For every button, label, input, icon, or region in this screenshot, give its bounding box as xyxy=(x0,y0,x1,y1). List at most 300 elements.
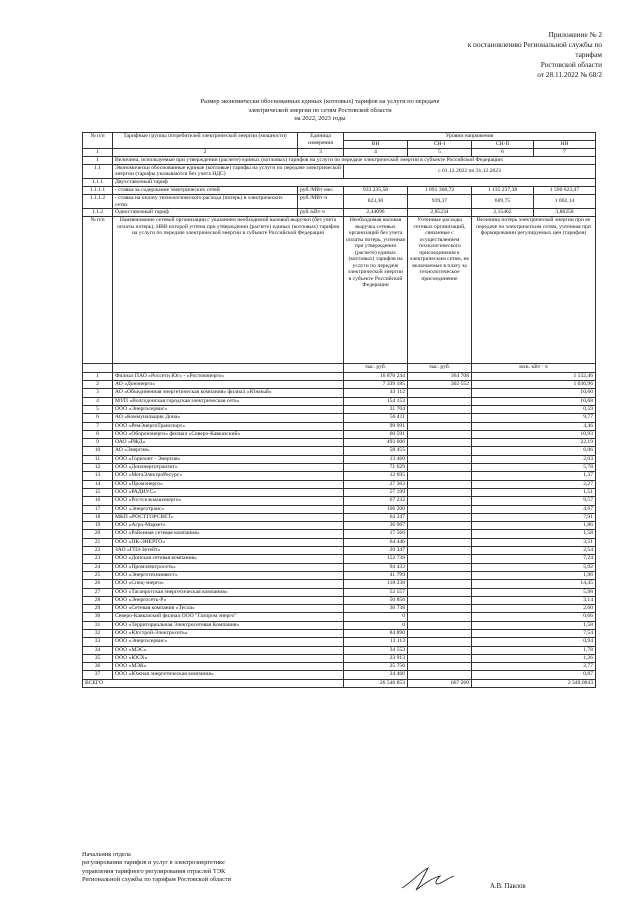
org-name: ООО «Донская сетевая компания» xyxy=(113,555,344,563)
total-nvv: 26 546 853 xyxy=(344,679,408,687)
org-row xyxy=(83,638,596,646)
org-expenses xyxy=(408,613,472,621)
appendix-line: к постановлению Региональной службы по xyxy=(467,40,602,49)
org-nvv: 154 153 xyxy=(344,397,408,405)
org-header-losses: Величина потерь электрической энергии при ее передаче по электрическим сетям, учтенная при формировании регулируемых цен (тарифов) xyxy=(472,217,596,364)
org-num: 4 xyxy=(83,397,113,405)
level-vn: ВН xyxy=(344,140,408,148)
unit-losses: млн. кВт · ч xyxy=(472,364,596,372)
org-row xyxy=(83,414,596,422)
org-name: ООО «Агро-Маркет» xyxy=(113,522,344,530)
org-losses: 9,57 xyxy=(472,497,596,505)
org-nvv: 0 xyxy=(344,621,408,629)
org-nvv: 31 704 xyxy=(344,405,408,413)
handwritten-signature xyxy=(398,864,458,894)
rate-value: 3,88250 xyxy=(534,209,596,217)
rate-name: Одноставочный тариф xyxy=(113,209,298,217)
rate-value: 2,15462 xyxy=(472,209,534,217)
org-num: 16 xyxy=(83,497,113,505)
org-expenses xyxy=(408,480,472,488)
org-expenses xyxy=(408,588,472,596)
org-header-num: № п/п xyxy=(83,217,113,364)
org-losses: 1,78 xyxy=(472,646,596,654)
signature-block xyxy=(82,851,231,884)
col-number: 1 xyxy=(83,148,113,156)
org-num: 24 xyxy=(83,563,113,571)
appendix-line: Приложение № 2 xyxy=(548,30,602,39)
org-row xyxy=(83,571,596,579)
org-losses: 0,87 xyxy=(472,671,596,679)
header-voltage: Уровни напряжения xyxy=(344,133,596,141)
org-row xyxy=(83,405,596,413)
appendix-block xyxy=(402,30,602,80)
org-losses: 1,37 xyxy=(472,472,596,480)
org-name: ООО «Спец-энерго» xyxy=(113,580,344,588)
org-row xyxy=(83,629,596,637)
org-num: 21 xyxy=(83,538,113,546)
org-losses: 1 132,46 xyxy=(472,372,596,380)
org-expenses xyxy=(408,580,472,588)
org-losses: 22,19 xyxy=(472,439,596,447)
org-row xyxy=(83,455,596,463)
title-line: электрической энергии по сетям Ростовской области xyxy=(248,106,392,114)
org-expenses xyxy=(408,654,472,662)
org-num: 29 xyxy=(83,605,113,613)
org-expenses xyxy=(408,621,472,629)
section-1-1-row xyxy=(83,164,596,178)
org-nvv: 7 339 185 xyxy=(344,381,408,389)
org-nvv: 106 200 xyxy=(344,505,408,513)
org-name: ООО «Горизонт - Энергия» xyxy=(113,455,344,463)
org-expenses xyxy=(408,472,472,480)
org-row xyxy=(83,621,596,629)
org-num: 20 xyxy=(83,530,113,538)
section-text: Двухставочный тариф xyxy=(113,178,596,186)
org-losses: 4,46 xyxy=(472,422,596,430)
org-nvv: 0 xyxy=(344,613,408,621)
org-losses: 0,66 xyxy=(472,613,596,621)
org-row xyxy=(83,422,596,430)
org-name: ООО «Энерготранс» xyxy=(113,505,344,513)
section-1-row xyxy=(83,157,596,165)
org-num: 1 xyxy=(83,372,113,380)
org-num: 6 xyxy=(83,414,113,422)
org-row xyxy=(83,439,596,447)
org-num: 27 xyxy=(83,588,113,596)
org-name: ООО «МегаЭлектроРесурс» xyxy=(113,472,344,480)
tariff-table xyxy=(82,132,596,688)
rate-row xyxy=(83,195,596,209)
org-nvv: 71 629 xyxy=(344,464,408,472)
org-num: 28 xyxy=(83,596,113,604)
org-expenses xyxy=(408,530,472,538)
org-name: ООО «Энергосервис» xyxy=(113,405,344,413)
org-units-row xyxy=(83,364,596,372)
org-num: 23 xyxy=(83,555,113,563)
org-expenses xyxy=(408,571,472,579)
org-num: 14 xyxy=(83,480,113,488)
org-row xyxy=(83,372,596,380)
org-losses: 10,68 xyxy=(472,397,596,405)
org-row xyxy=(83,397,596,405)
org-nvv: 17 566 xyxy=(344,530,408,538)
col-number: 3 xyxy=(298,148,344,156)
org-num: 22 xyxy=(83,547,113,555)
org-expenses xyxy=(408,513,472,521)
org-name: ООО «РАДИУС» xyxy=(113,488,344,496)
org-expenses xyxy=(408,439,472,447)
org-num: 37 xyxy=(83,671,113,679)
org-losses: 5,98 xyxy=(472,588,596,596)
org-losses: 10,60 xyxy=(472,389,596,397)
org-name: АО «Донэнерго» xyxy=(113,381,344,389)
org-expenses xyxy=(408,646,472,654)
org-expenses xyxy=(408,422,472,430)
org-name: ООО «Южная энергетическая компания» xyxy=(113,671,344,679)
org-losses: 1,86 xyxy=(472,522,596,530)
rate-value: 1 135 237,38 xyxy=(472,186,534,194)
unit-expenses: тыс. руб. xyxy=(408,364,472,372)
appendix-line: от 28.11.2022 № 68/2 xyxy=(537,70,602,79)
org-expenses xyxy=(408,563,472,571)
rate-value: 1 590 623,47 xyxy=(534,186,596,194)
org-name: ООО «Оборонэнерго» филиал «Северо-Кавказский» xyxy=(113,430,344,438)
org-name: ООО «Промэлектросеть» xyxy=(113,563,344,571)
total-label: ВСЕГО xyxy=(83,679,344,687)
org-losses: 7,54 xyxy=(472,629,596,637)
org-name: ООО «МЭК» xyxy=(113,663,344,671)
org-losses: 3,51 xyxy=(472,538,596,546)
rate-value: 2,44096 xyxy=(344,209,408,217)
total-losses: 2 349,0043 xyxy=(472,679,596,687)
org-row xyxy=(83,547,596,555)
org-num: 11 xyxy=(83,455,113,463)
org-nvv: 16 876 244 xyxy=(344,372,408,380)
org-num: 15 xyxy=(83,488,113,496)
org-losses: 1 036,96 xyxy=(472,381,596,389)
signer-position-line: управления тарифного регулирования отраслей ТЭК xyxy=(82,867,226,875)
org-name: АО «Энергия» xyxy=(113,447,344,455)
unit-nvv: тыс. руб. xyxy=(344,364,408,372)
org-num: 35 xyxy=(83,654,113,662)
appendix-line: Ростовской области xyxy=(540,60,602,69)
org-losses: 6,06 xyxy=(472,447,596,455)
rate-unit: руб./кВт·ч xyxy=(298,209,344,217)
org-losses: 5,92 xyxy=(472,563,596,571)
org-nvv: 56 411 xyxy=(344,414,408,422)
org-losses: 1,58 xyxy=(472,621,596,629)
signer-position-line: Региональной службы по тарифам Ростовской области xyxy=(82,875,232,883)
rate-num: 1.1.1.2 xyxy=(83,195,113,209)
org-nvv: 23 913 xyxy=(344,654,408,662)
rate-name: - ставка за содержание электрических сетей xyxy=(113,186,298,194)
org-name: АО «Коммунальщик Дона» xyxy=(113,414,344,422)
rate-value: 609,75 xyxy=(472,195,534,209)
org-losses: 2,03 xyxy=(472,455,596,463)
rate-num: 1.1.1.1 xyxy=(83,186,113,194)
org-nvv: 24 466 xyxy=(344,671,408,679)
org-losses: 4,67 xyxy=(472,505,596,513)
org-name: АО «Объединенная энергетическая компания» филиал «Южный» xyxy=(113,389,344,397)
org-nvv: 34 553 xyxy=(344,646,408,654)
org-num: 18 xyxy=(83,513,113,521)
document-title xyxy=(120,98,520,124)
org-nvv: 52 557 xyxy=(344,588,408,596)
org-nvv: 36 738 xyxy=(344,605,408,613)
org-row xyxy=(83,497,596,505)
org-expenses xyxy=(408,505,472,513)
org-losses: 9,77 xyxy=(472,414,596,422)
org-row xyxy=(83,464,596,472)
org-expenses xyxy=(408,414,472,422)
header-row xyxy=(83,133,596,141)
org-losses: 2,60 xyxy=(472,605,596,613)
org-expenses: 302 552 xyxy=(408,381,472,389)
org-name: ООО «Таганрогская энергетическая компания» xyxy=(113,588,344,596)
org-nvv: 25 756 xyxy=(344,663,408,671)
org-nvv: 43 112 xyxy=(344,389,408,397)
org-header-nvv: Необходимая валовая выручка сетевых организаций без учета оплаты потерь, учтенная при утверждении (расчете) единых (котловых) тарифов на услуги по передаче электрической энергии в субъекте Российской Федерации xyxy=(344,217,408,364)
rate-value: 2,85234 xyxy=(408,209,472,217)
org-nvv: 57 199 xyxy=(344,488,408,496)
org-name: ООО «Ростсельмашэнерго» xyxy=(113,497,344,505)
org-nvv: 64 247 xyxy=(344,513,408,521)
org-nvv: 41 799 xyxy=(344,571,408,579)
col-number: 4 xyxy=(344,148,408,156)
org-row xyxy=(83,563,596,571)
rate-row xyxy=(83,209,596,217)
org-name: ООО «МЭС» xyxy=(113,646,344,654)
org-num: 13 xyxy=(83,472,113,480)
org-row xyxy=(83,430,596,438)
org-expenses xyxy=(408,405,472,413)
org-expenses xyxy=(408,488,472,496)
org-nvv: 50 856 xyxy=(344,596,408,604)
org-losses: 14,45 xyxy=(472,580,596,588)
org-row xyxy=(83,505,596,513)
org-losses: 2,77 xyxy=(472,663,596,671)
org-name: ООО «Донэнерготранзит» xyxy=(113,464,344,472)
org-expenses xyxy=(408,389,472,397)
org-expenses xyxy=(408,430,472,438)
org-name: ООО «Промэнерго» xyxy=(113,480,344,488)
org-losses: 7,91 xyxy=(472,513,596,521)
org-nvv: 99 991 xyxy=(344,422,408,430)
org-header-row xyxy=(83,217,596,364)
total-row xyxy=(83,679,596,687)
org-expenses xyxy=(408,522,472,530)
org-num: 12 xyxy=(83,464,113,472)
org-losses: 2,27 xyxy=(472,480,596,488)
org-nvv: 36 967 xyxy=(344,522,408,530)
rate-name: - ставка на оплату технологического расхода (потерь) в электрических сетях xyxy=(113,195,298,209)
rate-value: 939,37 xyxy=(408,195,472,209)
org-num: 33 xyxy=(83,638,113,646)
header-unit: Единица измерения xyxy=(298,133,344,149)
org-num: 17 xyxy=(83,505,113,513)
tariff-period: с 01.12.2022 по 31.12.2023 xyxy=(344,164,596,178)
org-expenses xyxy=(408,464,472,472)
org-losses: 3,14 xyxy=(472,596,596,604)
org-expenses xyxy=(408,638,472,646)
org-losses: 2,54 xyxy=(472,547,596,555)
org-row xyxy=(83,654,596,662)
org-expenses xyxy=(408,605,472,613)
org-nvv: 20 347 xyxy=(344,547,408,555)
org-row xyxy=(83,538,596,546)
section-num: 1.1.1 xyxy=(83,178,113,186)
org-name: ООО «Районная сетевая компания» xyxy=(113,530,344,538)
section-num: 1 xyxy=(83,157,113,165)
org-header-name: Наименование сетевой организации с указанием необходимой валовой выручки (без учета оплаты потерь), НВВ которой учтена при утверждении (расчете) единых (котловых) тарифов на услуги по передаче электрической энергии в субъекте Российской Федерации xyxy=(113,217,344,364)
org-nvv: 118 238 xyxy=(344,580,408,588)
org-losses: 1,58 xyxy=(472,530,596,538)
org-num: 32 xyxy=(83,629,113,637)
appendix-line: тарифам xyxy=(575,50,602,59)
total-expenses: 667 260 xyxy=(408,679,472,687)
rate-value: 1 002,14 xyxy=(534,195,596,209)
title-line: Размер экономически обоснованных единых (котловых) тарифов на услуги по передаче xyxy=(200,98,440,105)
org-num: 8 xyxy=(83,430,113,438)
org-nvv: 13 113 xyxy=(344,638,408,646)
org-row xyxy=(83,389,596,397)
org-name: ООО «Энергосеть-Р» xyxy=(113,596,344,604)
org-expenses xyxy=(408,455,472,463)
org-nvv: 64 446 xyxy=(344,538,408,546)
org-num: 34 xyxy=(83,646,113,654)
org-num: 2 xyxy=(83,381,113,389)
org-losses: 1,26 xyxy=(472,654,596,662)
col-number: 2 xyxy=(113,148,298,156)
rate-unit: руб./МВт·ч xyxy=(298,195,344,209)
org-expenses xyxy=(408,497,472,505)
org-nvv: 27 363 xyxy=(344,480,408,488)
org-row xyxy=(83,472,596,480)
org-name: ООО «ПК-ЭНЕРГО» xyxy=(113,538,344,546)
org-expenses xyxy=(408,547,472,555)
org-row xyxy=(83,555,596,563)
section-1-1-1-row xyxy=(83,178,596,186)
header-group: Тарифные группы потребителей электрической энергии (мощности) xyxy=(113,133,298,149)
org-expenses xyxy=(408,555,472,563)
org-name: ЗАО «ГПЗ-Зетейт» xyxy=(113,547,344,555)
org-expenses xyxy=(408,397,472,405)
header-num: № п/п xyxy=(83,133,113,149)
org-name: ООО «Сетевая компания «Тесла» xyxy=(113,605,344,613)
org-name: ООО «ЮСХ» xyxy=(113,654,344,662)
rate-row xyxy=(83,186,596,194)
org-name: Северо-Кавказский филиал ООО "Газпром энерго" xyxy=(113,613,344,621)
rate-value: 823,30 xyxy=(344,195,408,209)
level-sn1: СН-I xyxy=(408,140,472,148)
org-nvv: 12 695 xyxy=(344,472,408,480)
org-nvv: 152 738 xyxy=(344,555,408,563)
org-num: 31 xyxy=(83,621,113,629)
org-row xyxy=(83,588,596,596)
org-name: МУП «Волгодонская городская электрическая сеть» xyxy=(113,397,344,405)
col-number: 6 xyxy=(472,148,534,156)
signer-position-line: регулирования тарифов и услуг в электроэнергетике xyxy=(82,859,225,867)
org-num: 25 xyxy=(83,571,113,579)
section-text: Экономически обоснованные единые (котловые) тарифы на услуги по передаче электрической энергии (тарифы указываются без учета НДС) xyxy=(113,164,344,178)
org-num: 36 xyxy=(83,663,113,671)
org-name: ОАО «РЖД» xyxy=(113,439,344,447)
org-num: 19 xyxy=(83,522,113,530)
org-expenses xyxy=(408,663,472,671)
org-num: 7 xyxy=(83,422,113,430)
org-row xyxy=(83,530,596,538)
signer-name: А.В. Павлов xyxy=(490,883,526,890)
org-expenses xyxy=(408,671,472,679)
org-row xyxy=(83,671,596,679)
org-expenses xyxy=(408,538,472,546)
col-number: 5 xyxy=(408,148,472,156)
org-name: ООО «Энергосервис» xyxy=(113,638,344,646)
org-expenses: 364 708 xyxy=(408,372,472,380)
org-name: МКП «РОСТГОРСВЕТ» xyxy=(113,513,344,521)
col-number: 7 xyxy=(534,148,596,156)
org-row xyxy=(83,605,596,613)
org-losses: 1,96 xyxy=(472,571,596,579)
org-losses: 1,51 xyxy=(472,488,596,496)
org-expenses xyxy=(408,596,472,604)
org-losses: 10,93 xyxy=(472,430,596,438)
rate-value: 933 235,58 xyxy=(344,186,408,194)
org-num: 5 xyxy=(83,405,113,413)
title-line: на 2022, 2023 годы xyxy=(294,115,346,123)
org-row xyxy=(83,646,596,654)
section-text: Величина, используемые при утверждении (расчете) единых (котловых) тарифов на услуги по передаче электрической энергии в субъекте Российской Федерации: xyxy=(113,157,596,165)
org-losses: 5,78 xyxy=(472,464,596,472)
org-expenses xyxy=(408,447,472,455)
org-row xyxy=(83,522,596,530)
org-losses: 0,94 xyxy=(472,638,596,646)
org-nvv: 84 890 xyxy=(344,629,408,637)
org-row xyxy=(83,580,596,588)
rate-num: 1.1.2 xyxy=(83,209,113,217)
org-num: 26 xyxy=(83,580,113,588)
level-nn: НН xyxy=(534,140,596,148)
org-row xyxy=(83,613,596,621)
org-row xyxy=(83,447,596,455)
org-name: ООО «Югстрой-Электросеть» xyxy=(113,629,344,637)
org-row xyxy=(83,488,596,496)
org-nvv: 67 232 xyxy=(344,497,408,505)
section-num: 1.1 xyxy=(83,164,113,178)
org-nvv: 60 591 xyxy=(344,430,408,438)
column-numbers-row xyxy=(83,148,596,156)
signer-position-line: Начальник отдела xyxy=(82,851,131,858)
org-num: 9 xyxy=(83,439,113,447)
org-name: Филиал ПАО «Россети Юг» - «Ростовэнерго» xyxy=(113,372,344,380)
org-row xyxy=(83,596,596,604)
org-nvv: 13 460 xyxy=(344,455,408,463)
org-nvv: 493 606 xyxy=(344,439,408,447)
org-nvv: 58 455 xyxy=(344,447,408,455)
level-sn2: СН-II xyxy=(472,140,534,148)
org-losses: 7,24 xyxy=(472,555,596,563)
org-name: ООО «Энерготехнинвест» xyxy=(113,571,344,579)
org-header-expenses: Учтенные расходы сетевых организаций, связанные с осуществлением технологического присоединения к электрическим сетям, не включаемые в плату за технологическое присоединение xyxy=(408,217,472,364)
org-name: ООО «Территориальная Электросетевая Компания» xyxy=(113,621,344,629)
org-row xyxy=(83,480,596,488)
org-num: 10 xyxy=(83,447,113,455)
org-name: ООО «РемЭнергоТранспорт» xyxy=(113,422,344,430)
org-expenses xyxy=(408,629,472,637)
org-losses: 0,59 xyxy=(472,405,596,413)
org-nvv: 94 433 xyxy=(344,563,408,571)
org-row xyxy=(83,663,596,671)
